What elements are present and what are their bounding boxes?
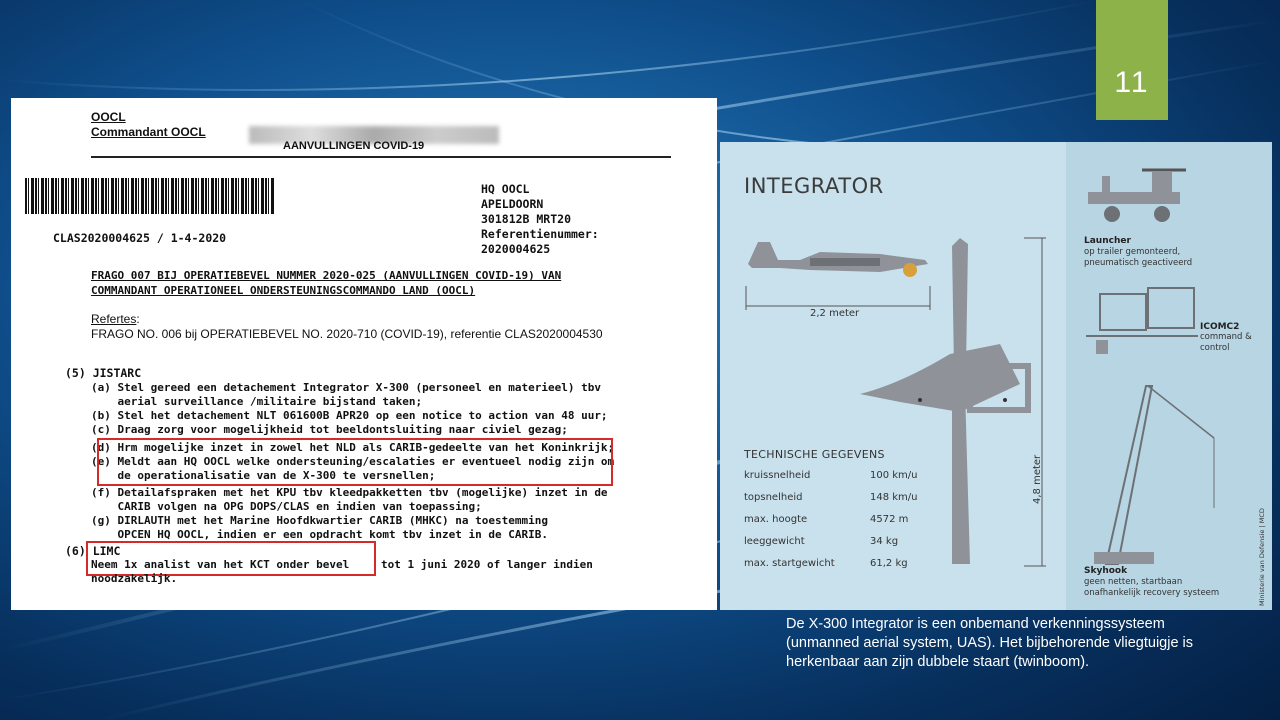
span-label: 4,8 meter <box>1032 454 1043 504</box>
order-document-scan <box>11 98 717 610</box>
order-line-d: (d) Hrm mogelijke inzet in zowel het NLD als CARIB-gedeelte van het Koninkrijk; <box>91 441 615 454</box>
launcher-desc: op trailer gemonteerd, pneumatisch geactiveerd <box>1084 247 1193 268</box>
clas-reference: CLAS2020004625 / 1-4-2020 <box>53 231 227 245</box>
frago-title-2: COMMANDANT OPERATIONEEL ONDERSTEUNINGSCOMMANDO LAND (OOCL) <box>91 284 476 297</box>
infographic-title: INTEGRATOR <box>744 174 884 198</box>
spec-name: topsnelheid <box>744 492 803 503</box>
order-line-f2: CARIB volgen na OPG DOPS/CLAS en indien van toepassing; <box>91 500 482 513</box>
barcode <box>25 178 275 214</box>
spec-value: 61,2 kg <box>870 558 908 569</box>
slide-number: 11 <box>1114 66 1150 99</box>
spec-value: 34 kg <box>870 536 899 547</box>
section-6-title: (6) LIMC <box>65 544 121 558</box>
spec-value: 148 km/u <box>870 492 918 503</box>
icomc2-desc: command & control <box>1200 332 1252 353</box>
slide-number-badge <box>1096 0 1168 120</box>
hq-line-4: Referentienummer: <box>481 227 599 241</box>
doc-header-commander: Commandant OOCL <box>91 125 206 139</box>
refs-colon: : <box>136 312 140 326</box>
span-dimension <box>1020 234 1050 574</box>
limc-line-1: Neem 1x analist van het KCT onder bevel <box>91 558 350 571</box>
order-line-g2: OPCEN HQ OOCL, indien er een opdracht komt tbv inzet in de CARIB. <box>91 528 548 541</box>
highlight-box-d-e <box>97 438 613 486</box>
spec-value: 4572 m <box>870 514 909 525</box>
order-line-c: (c) Draag zorg voor mogelijkheid tot beeldontsluiting naar civiel gezag; <box>91 423 568 436</box>
hq-line-3: 301812B MRT20 <box>481 212 572 226</box>
spec-name: max. hoogte <box>744 514 808 525</box>
refs-line-label <box>91 312 140 326</box>
icomc2-title: ICOMC2 <box>1200 322 1240 332</box>
order-line-e1: (e) Meldt aan HQ OOCL welke ondersteuning/escalaties er eventueel nodig zijn om <box>91 455 615 468</box>
specs-heading: TECHNISCHE GEGEVENS <box>744 448 885 461</box>
skyhook-title: Skyhook <box>1084 566 1128 576</box>
length-label: 2,2 meter <box>810 308 860 319</box>
skyhook-illustration <box>1086 378 1236 568</box>
section-5-title: (5) JISTARC <box>65 366 142 380</box>
skyhook-desc: geen netten, startbaan onafhankelijk recovery systeem <box>1084 577 1220 598</box>
spec-name: leeggewicht <box>744 536 805 547</box>
icomc2-illustration <box>1082 284 1202 360</box>
order-line-a2: aerial surveillance /militaire bijstand taken; <box>91 395 423 408</box>
highlight-box-limc <box>86 541 376 576</box>
refs-label: Refertes <box>91 312 137 326</box>
credit-text: Ministerie van Defensie | MCD <box>1258 508 1266 606</box>
limc-line-1b: tot 1 juni 2020 of langer indien <box>381 558 593 571</box>
hq-line-5: 2020004625 <box>481 242 551 256</box>
spec-name: max. startgewicht <box>744 558 835 569</box>
doc-subject: AANVULLINGEN COVID-19 <box>283 140 425 152</box>
refs-text: FRAGO NO. 006 bij OPERATIEBEVEL NO. 2020-710 (COVID-19), referentie CLAS2020004530 <box>91 327 603 341</box>
header-rule <box>91 156 671 158</box>
frago-title-1: FRAGO 007 BIJ OPERATIEBEVEL NUMMER 2020-025 (AANVULLINGEN COVID-19) VAN <box>91 269 562 282</box>
hq-line-2: APELDOORN <box>481 197 544 211</box>
doc-header-org: OOCL <box>91 110 126 124</box>
limc-line-2: noodzakelijk. <box>91 572 178 585</box>
order-line-b: (b) Stel het detachement NLT 061600B APR20 op een notice to action van 48 uur; <box>91 409 608 422</box>
integrator-infographic <box>720 142 1272 610</box>
order-line-a1: (a) Stel gereed een detachement Integrator X-300 (personeel en materieel) tbv <box>91 381 601 394</box>
spec-value: 100 km/u <box>870 470 918 481</box>
order-line-e2: de operationalisatie van de X-300 te versnellen; <box>91 469 436 482</box>
launcher-title: Launcher <box>1084 236 1131 246</box>
slide-caption: De X-300 Integrator is een onbemand verkenningssysteem (unmanned aerial system, UAS). Het bijbehorende vliegtuigje is herkenbaar aan zijn dubbele staart (twinboom). <box>786 616 1194 670</box>
order-line-f1: (f) Detailafspraken met het KPU tbv kleedpakketten tbv (mogelijke) inzet in de <box>91 486 608 499</box>
order-line-g1: (g) DIRLAUTH met het Marine Hoofdkwartier CARIB (MHKC) na toestemming <box>91 514 548 527</box>
spec-name: kruissnelheid <box>744 470 811 481</box>
launcher-illustration <box>1082 166 1192 234</box>
hq-line-1: HQ OOCL <box>481 182 530 196</box>
